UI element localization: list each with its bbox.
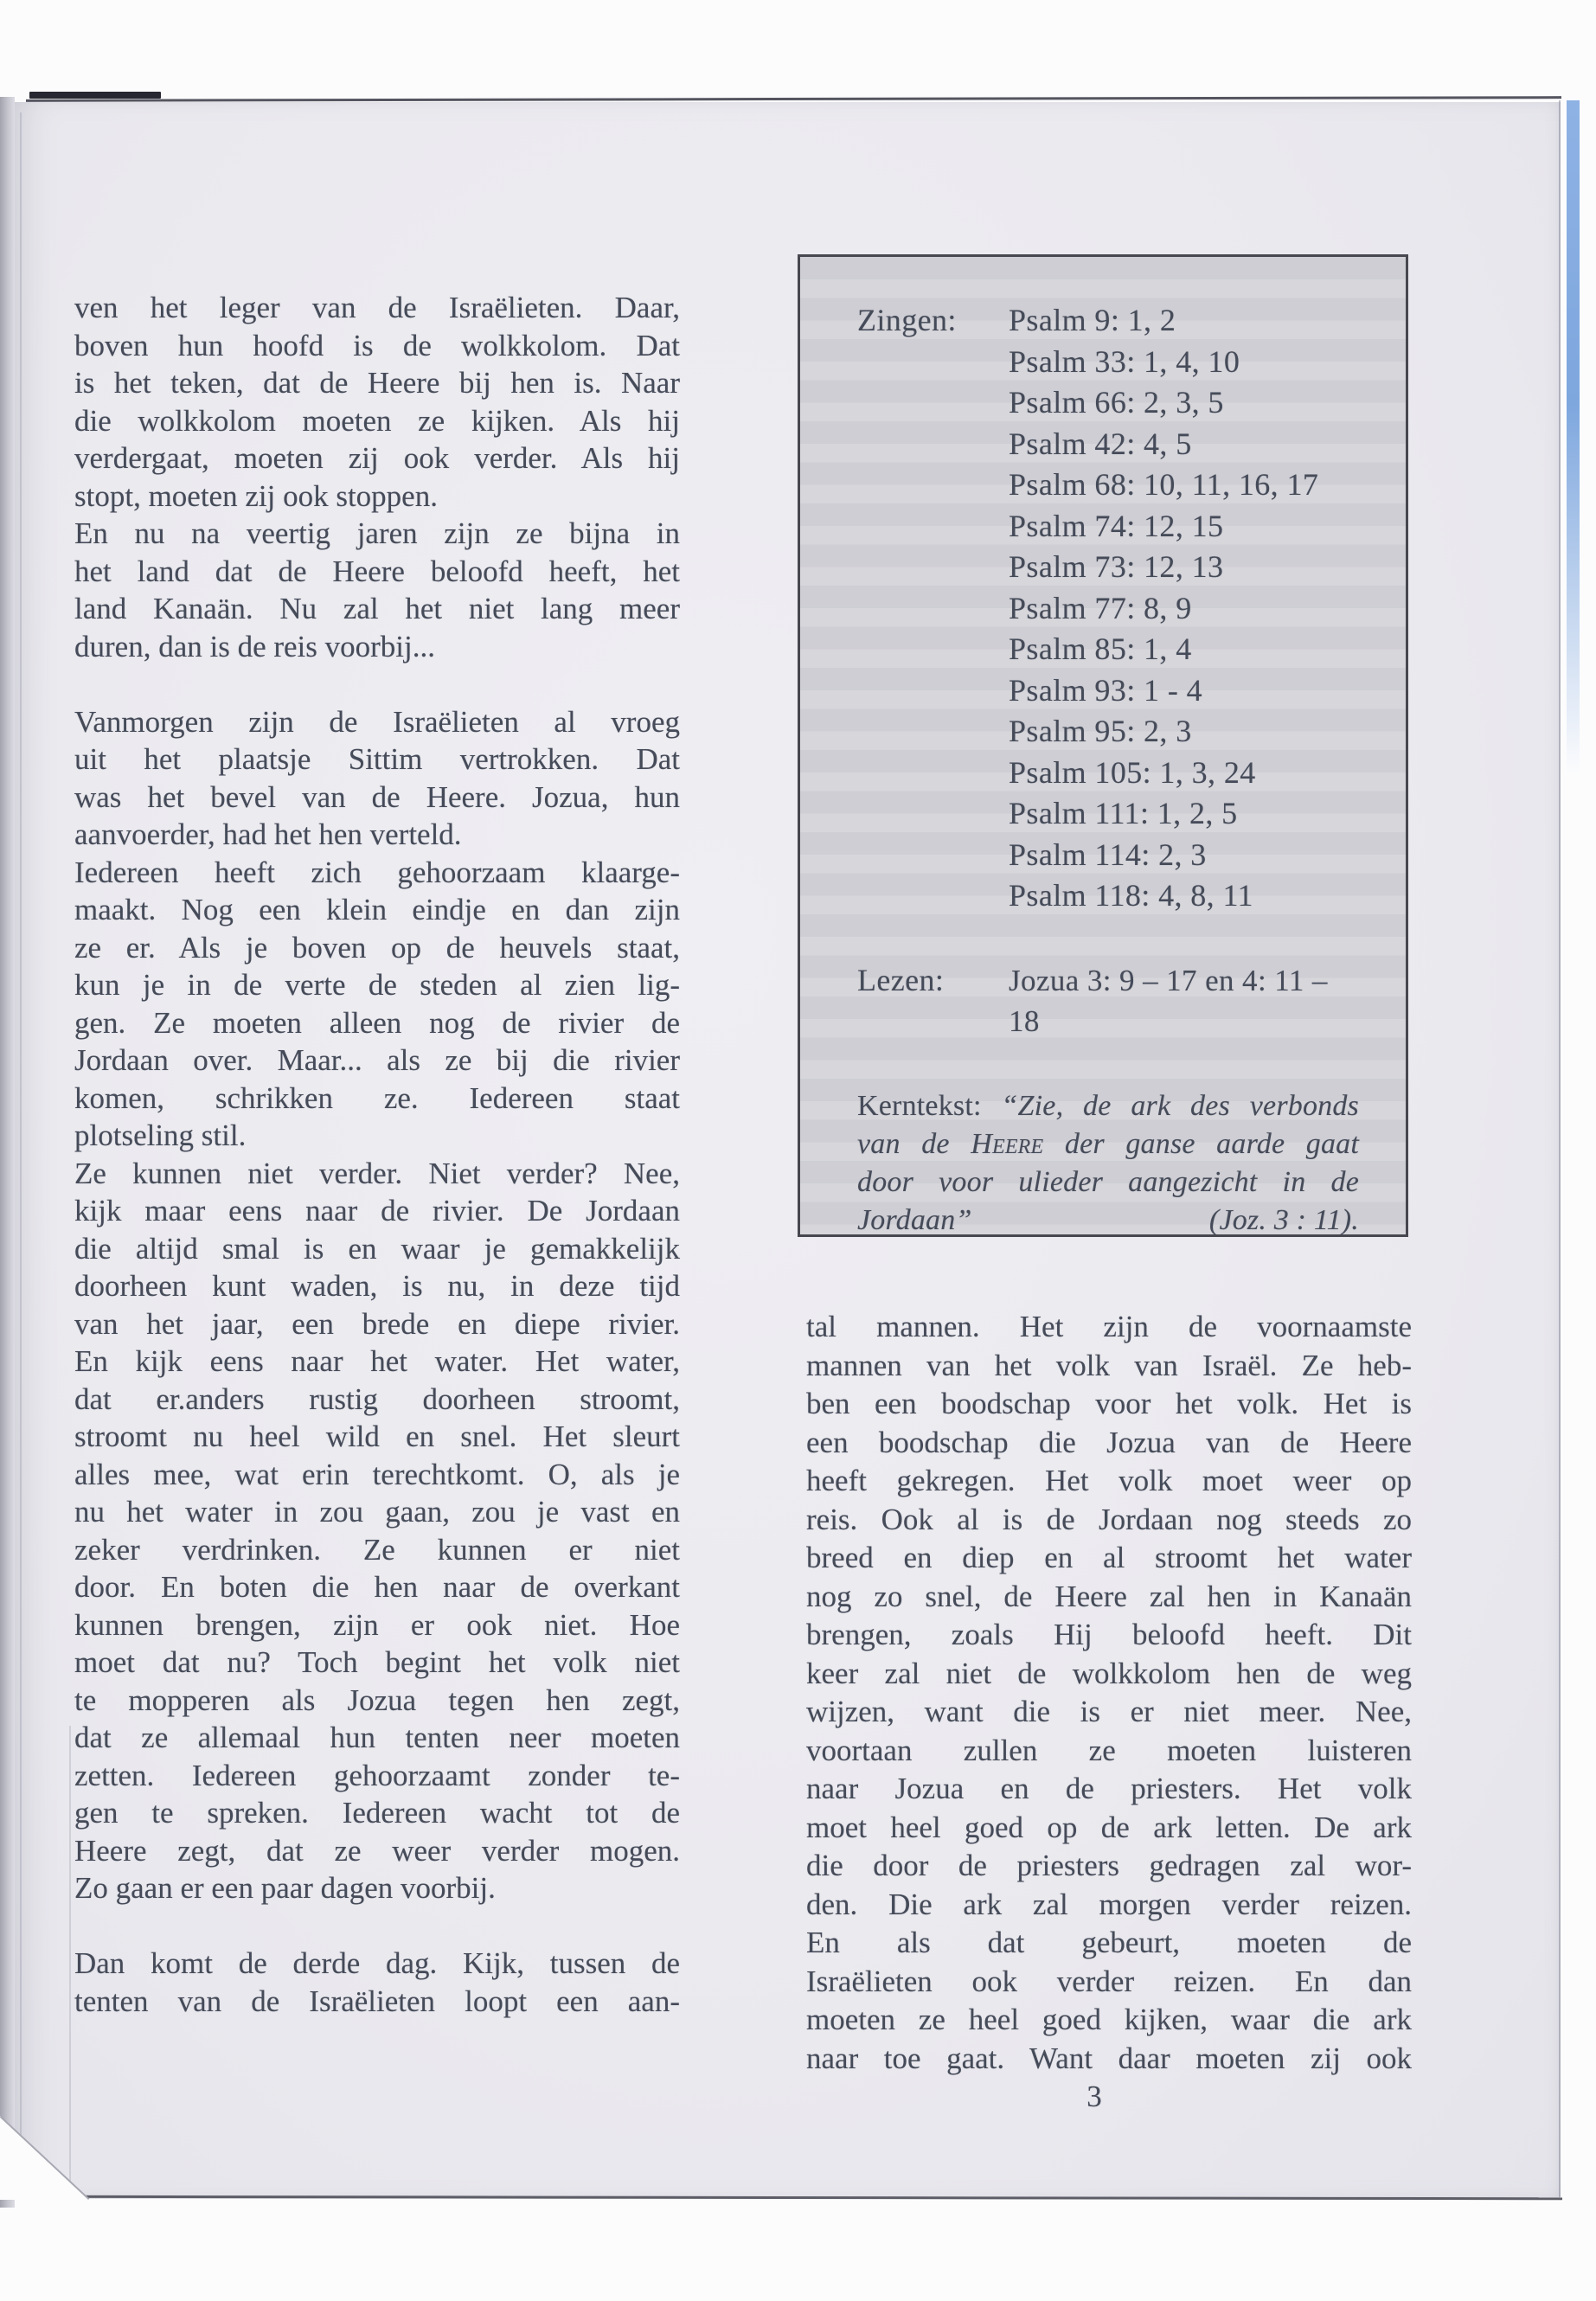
text-line: ze er. Als je boven op de heuvels staat, [74, 930, 680, 965]
text-line: een boodschap die Jozua van de Heere [806, 1425, 1412, 1459]
psalm-line: Psalm 33: 1, 4, 10 [1009, 343, 1240, 379]
page-right-edge [1559, 100, 1561, 2197]
text-line: stopt, moeten zij ook stoppen. [74, 478, 438, 513]
right-text-column [806, 1308, 1412, 2078]
text-line: Israëlieten ook verder reizen. En dan [806, 1964, 1412, 1998]
text-line: uit het plaatsje Sittim vertrokken. Dat [74, 742, 680, 776]
psalm-list [1009, 300, 1359, 917]
kerntekst-label: Kerntekst: [857, 1089, 982, 1122]
psalm-line: Psalm 68: 10, 11, 16, 17 [1009, 467, 1319, 502]
kerntekst-line [857, 1202, 1359, 1240]
psalm-line: Psalm 66: 2, 3, 5 [1009, 385, 1224, 420]
paragraph [74, 289, 680, 515]
text-line: plotseling stil. [74, 1118, 247, 1152]
blue-cover-strip [1567, 100, 1580, 775]
text-line: voortaan zullen ze moeten luisteren [806, 1733, 1412, 1767]
text-line: nog zo snel, de Heere zal hen in Kanaän [806, 1579, 1412, 1613]
text-line: kun je in de verte de steden al zien lig- [74, 968, 680, 1002]
psalm-line: Psalm 74: 12, 15 [1009, 508, 1224, 543]
psalm-line: Psalm 85: 1, 4 [1009, 631, 1192, 666]
kerntekst-line [857, 1125, 1359, 1163]
text-line: naar Jozua en de priesters. Het volk [806, 1772, 1412, 1805]
psalm-line: Psalm 111: 1, 2, 5 [1009, 796, 1238, 830]
kerntekst-quote-start: “Zie, de ark des verbonds [1001, 1089, 1359, 1122]
paragraph [74, 854, 680, 1155]
text-line: Zo gaan er een paar dagen voorbij. [74, 1871, 496, 1905]
psalm-line: Psalm 118: 4, 8, 11 [1009, 878, 1253, 913]
psalm-line: Psalm 73: 12, 13 [1009, 549, 1224, 584]
text-line: aanvoerder, had het hen verteld. [74, 817, 462, 851]
text-line: gen. Ze moeten alleen nog de rivier de [74, 1005, 680, 1040]
heere-smallcaps: Heere [971, 1127, 1044, 1160]
kerntekst-line: door voor ulieder aangezicht in de [857, 1165, 1359, 1198]
psalm-line: Psalm 9: 1, 2 [1009, 303, 1176, 337]
paragraph [74, 515, 680, 665]
psalm-line: Psalm 42: 4, 5 [1009, 426, 1192, 461]
text-line: ven het leger van de Israëlieten. Daar, [74, 291, 680, 324]
text-line: maakt. Nog een klein eindje en dan zijn [74, 893, 680, 926]
text-line: wijzen, want die is er niet meer. Nee, [806, 1695, 1412, 1728]
text-line: boven hun hoofd is de wolkkolom. Dat [74, 328, 680, 362]
text-line: keer zal niet de wolkkolom hen de weg [806, 1656, 1412, 1690]
paragraph [806, 1308, 1412, 2078]
text-line: dat ze allemaal hun tenten neer moeten [74, 1721, 680, 1754]
text-line: En kijk eens naar het water. Het water, [74, 1344, 680, 1378]
text-line: En nu na veertig jaren zijn ze bijna in [74, 516, 680, 550]
text-line: Vanmorgen zijn de Israëlieten al vroeg [74, 704, 680, 739]
psalm-line: Psalm 95: 2, 3 [1009, 714, 1192, 748]
paragraph [74, 703, 680, 854]
text-line: door. En boten die hen naar de overkant [74, 1570, 680, 1604]
text-line: moeten ze heel goed kijken, waar die ark [806, 2003, 1412, 2036]
kerntekst-text: van de [857, 1127, 971, 1160]
page-number: 3 [1086, 2080, 1102, 2113]
text-line: het land dat de Heere beloofd heeft, het [74, 554, 680, 588]
text-line: den. Die ark zal morgen verder reizen. [806, 1887, 1412, 1921]
text-line: heeft gekregen. Het volk moet weer op [806, 1464, 1412, 1497]
text-line: mannen van het volk van Israël. Ze heb- [806, 1348, 1412, 1382]
text-line: Dan komt de derde dag. Kijk, tussen de [74, 1946, 680, 1980]
psalm-line: Psalm 93: 1 - 4 [1009, 672, 1203, 708]
text-line: Jordaan over. Maar... als ze bij die rivier [74, 1043, 680, 1077]
text-line: dat er.anders rustig doorheen stroomt, [74, 1381, 680, 1416]
text-line: verdergaat, moeten zij ook verder. Als hij [74, 441, 680, 475]
text-line: duren, dan is de reis voorbij... [74, 629, 435, 663]
page-edge-line [69, 1726, 71, 2193]
text-line: komen, schrikken ze. Iedereen staat [74, 1080, 680, 1115]
paragraph [74, 1155, 680, 1907]
lezen-label: Lezen: [857, 962, 945, 997]
text-line: breed en diep en al stroomt het water [806, 1541, 1412, 1574]
text-line: te mopperen als Jozua tegen hen zegt, [74, 1682, 680, 1717]
text-line: stroomt nu heel wild en snel. Het sleurt [74, 1420, 680, 1453]
text-line: zetten. Iedereen gehoorzaamt zonder te- [74, 1758, 680, 1792]
page-top-edge [26, 96, 1561, 102]
text-line: ben een boodschap voor het volk. Het is [806, 1387, 1412, 1420]
text-line: zeker verdrinken. Ze kunnen er niet [74, 1532, 680, 1567]
verse-reference: (Joz. 3 : 11). [1208, 1203, 1359, 1236]
text-line: Ze kunnen niet verder. Niet verder? Nee, [74, 1156, 680, 1190]
text-line: kijk maar eens naar de rivier. De Jordaan [74, 1194, 680, 1227]
psalm-line: Psalm 105: 1, 3, 24 [1009, 754, 1256, 790]
text-line: was het bevel van de Heere. Jozua, hun [74, 779, 680, 814]
book-spine-shadow [0, 97, 15, 2208]
kerntekst-text: der ganse aarde gaat [1043, 1127, 1359, 1160]
liturgy-box [798, 254, 1408, 1237]
text-line: moet dat nu? Toch begint het volk niet [74, 1645, 680, 1679]
text-line: gen te spreken. Iedereen wacht tot de [74, 1796, 680, 1830]
kerntekst-quote-end: Jordaan” [857, 1203, 972, 1236]
text-line: En als dat gebeurt, moeten de [806, 1926, 1412, 1959]
text-line: doorheen kunt waden, is nu, in deze tijd [74, 1269, 680, 1303]
text-line: die altijd smal is en waar je gemakkelijk [74, 1231, 680, 1266]
text-line: brengen, zoals Hij beloofd heeft. Dit [806, 1618, 1412, 1651]
lezen-reference: Jozua 3: 9 – 17 en 4: 11 – 18 [1009, 963, 1328, 1038]
text-line: Heere zegt, dat ze weer verder mogen. [74, 1833, 680, 1868]
text-line: is het teken, dat de Heere bij hen is. Naar [74, 366, 680, 400]
left-text-column [74, 289, 680, 2020]
text-line: naar toe gaat. Want daar moeten zij ook [806, 2041, 1412, 2075]
text-line: die door de priesters gedragen zal wor- [806, 1849, 1412, 1882]
kerntekst-line [857, 1087, 1359, 1125]
text-line: kunnen brengen, zijn er ook niet. Hoe [74, 1607, 680, 1642]
text-line: land Kanaän. Nu zal het niet lang meer [74, 592, 680, 625]
psalm-line: Psalm 77: 8, 9 [1009, 590, 1192, 625]
text-line: tal mannen. Het zijn de voornaamste [806, 1310, 1412, 1343]
kerntekst-block [857, 1087, 1359, 1240]
text-line: van het jaar, een brede en diepe rivier. [74, 1306, 680, 1341]
text-line: die wolkkolom moeten ze kijken. Als hij [74, 403, 680, 438]
paragraph [74, 1945, 680, 2020]
text-line: moet heel goed op de ark letten. De ark [806, 1810, 1412, 1844]
zingen-row [857, 300, 1359, 917]
text-line: tenten van de Israëlieten loopt een aan- [74, 1984, 680, 2018]
lezen-row [857, 960, 1359, 1042]
text-line: nu het water in zou gaan, zou je vast en [74, 1495, 680, 1529]
psalm-line: Psalm 114: 2, 3 [1009, 836, 1207, 872]
page-top-edge-mark [29, 92, 161, 99]
page-edge-line [20, 112, 22, 2189]
zingen-label: Zingen: [857, 303, 957, 337]
text-line: Iedereen heeft zich gehoorzaam klaarge- [74, 855, 680, 889]
text-line: reis. Ook al is de Jordaan nog steeds zo [806, 1502, 1412, 1536]
text-line: alles mee, wat erin terechtkomt. O, als je [74, 1457, 680, 1491]
